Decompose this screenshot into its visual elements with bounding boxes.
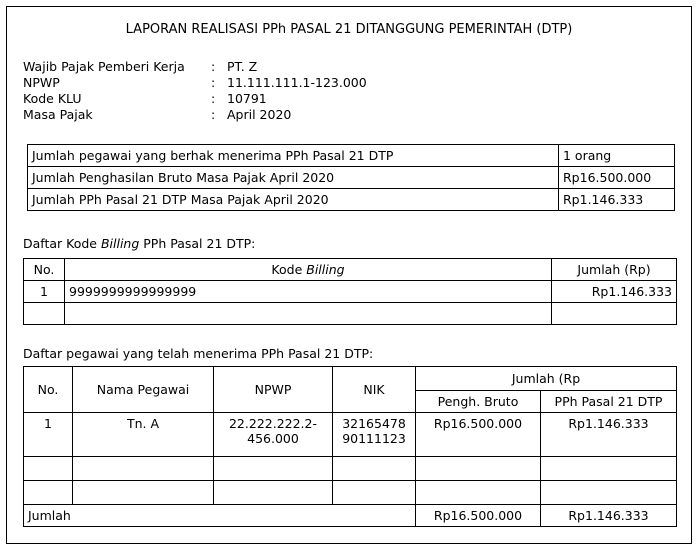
col-nama-header: Nama Pegawai: [73, 367, 214, 413]
meta-colon: :: [211, 91, 216, 106]
col-no-header: No.: [24, 367, 73, 413]
summary-row: [28, 145, 675, 167]
meta-label: Masa Pajak: [23, 107, 93, 122]
report-title: LAPORAN REALISASI PPh PASAL 21 DITANGGUNG PEMERINTAH (DTP): [125, 22, 573, 37]
employee-bruto: Rp16.500.000: [416, 413, 541, 457]
employee-table: [23, 366, 677, 527]
billing-table: [23, 258, 677, 325]
report-document: [6, 6, 692, 544]
summary-label: Jumlah PPh Pasal 21 DTP Masa Pajak April 2020: [28, 189, 559, 211]
total-row: [24, 505, 677, 527]
col-kode-billing-header: Kode Billing: [65, 259, 552, 281]
meta-label: NPWP: [23, 75, 60, 90]
meta-colon: :: [211, 59, 216, 74]
summary-value: Rp16.500.000: [559, 167, 675, 189]
employee-header-row: [24, 367, 677, 391]
billing-amount: Rp1.146.333: [552, 281, 677, 303]
total-bruto: Rp16.500.000: [416, 505, 541, 527]
summary-row: [28, 189, 675, 211]
table-row-empty: [24, 481, 677, 505]
row-no: 1: [24, 281, 65, 303]
employee-name: Tn. A: [73, 413, 214, 457]
summary-label: Jumlah Penghasilan Bruto Masa Pajak April 2020: [28, 167, 559, 189]
table-row-empty: [24, 457, 677, 481]
meta-label: Kode KLU: [23, 91, 82, 106]
employee-pph: Rp1.146.333: [541, 413, 677, 457]
summary-row: [28, 167, 675, 189]
meta-value: April 2020: [227, 107, 292, 122]
col-npwp-header: NPWP: [214, 367, 333, 413]
billing-caption: Daftar Kode Billing PPh Pasal 21 DTP:: [23, 236, 256, 251]
summary-value: Rp1.146.333: [559, 189, 675, 211]
col-pph-header: PPh Pasal 21 DTP: [541, 391, 677, 413]
total-pph: Rp1.146.333: [541, 505, 677, 527]
summary-value: 1 orang: [559, 145, 675, 167]
table-row-empty: [24, 303, 677, 325]
col-jumlah-group-header: Jumlah (Rp: [416, 367, 677, 391]
col-bruto-header: Pengh. Bruto: [416, 391, 541, 413]
taxpayer-info: [23, 59, 367, 123]
col-nik-header: NIK: [333, 367, 416, 413]
employee-nik: 32165478 90111123: [333, 413, 416, 457]
meta-row: [23, 59, 367, 75]
meta-value: 10791: [227, 91, 267, 106]
row-no: 1: [24, 413, 73, 457]
meta-row: [23, 91, 367, 107]
table-row: [24, 413, 677, 457]
employee-caption: Daftar pegawai yang telah menerima PPh Pasal 21 DTP:: [23, 346, 374, 361]
billing-header-row: [24, 259, 677, 281]
summary-label: Jumlah pegawai yang berhak menerima PPh Pasal 21 DTP: [28, 145, 559, 167]
meta-value: PT. Z: [227, 59, 258, 74]
meta-colon: :: [211, 75, 216, 90]
total-label: Jumlah: [24, 505, 416, 527]
billing-code: 9999999999999999: [65, 281, 552, 303]
table-row: [24, 281, 677, 303]
meta-row: [23, 75, 367, 91]
meta-colon: :: [211, 107, 216, 122]
employee-npwp: 22.222.222.2- 456.000: [214, 413, 333, 457]
col-jumlah-header: Jumlah (Rp): [552, 259, 677, 281]
summary-table: [27, 144, 675, 211]
col-no-header: No.: [24, 259, 65, 281]
meta-label: Wajib Pajak Pemberi Kerja: [23, 59, 185, 74]
meta-value: 11.111.111.1-123.000: [227, 75, 367, 90]
meta-row: [23, 107, 367, 123]
